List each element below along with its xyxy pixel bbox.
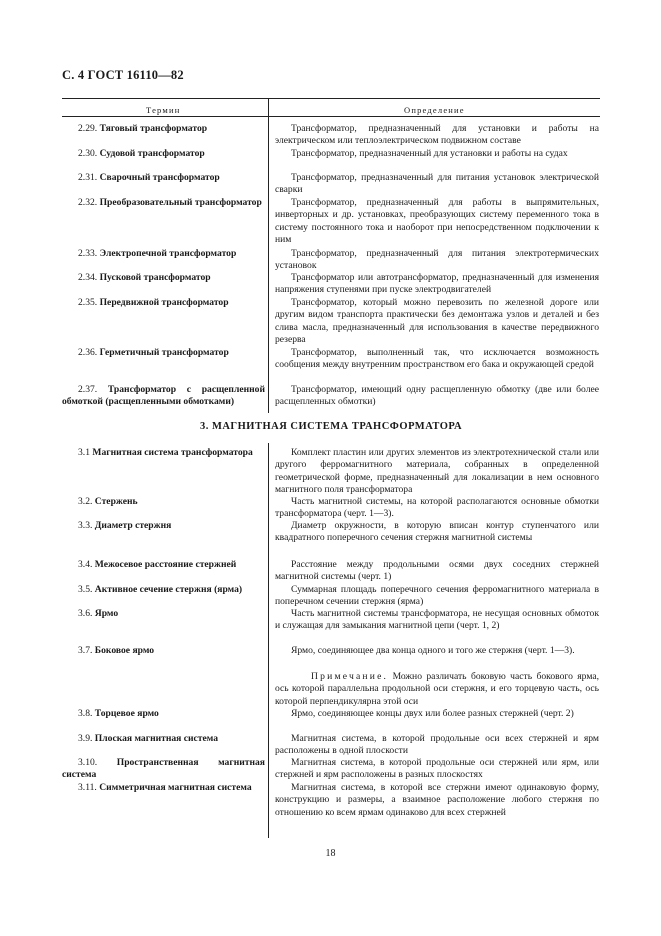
table-head-rule (62, 116, 600, 117)
definition-3-7: Ярмо, соединяющее два конца одного и того же стержня (черт. 1—3). (291, 645, 575, 656)
term-name: Сварочный трансформатор (99, 172, 220, 183)
term-number: 3.4. (78, 559, 93, 570)
term-number: 3.7. (78, 645, 93, 656)
term-name: Симметричная магнитная система (99, 782, 252, 793)
term-3-1 (62, 447, 265, 459)
definition-2-35: Трансформатор, который можно перевозить по железной дороге или другим видом транспорта практически без демонтажа узлов и деталей и без слива масла, предназначенный для использования в качестве передвижного резерва (275, 297, 599, 345)
term-number: 2.34. (78, 272, 98, 283)
note-label: Примечание. (311, 671, 389, 682)
definition-3-1: Комплект пластин или других элементов из электротехнической стали или другого ферромагнитного материала, собранных в определенной геометрической форме, предназначенный для локализации в нем основного магнитного поля трансформатора (275, 447, 599, 495)
term-3-4 (62, 559, 265, 571)
term-3-2 (62, 496, 265, 508)
term-name: Магнитная система трансформатора (92, 447, 253, 458)
definition-3-10: Магнитная система, в которой продольные оси стержней или ярм, или стержней и ярм расположены в разных плоскостях (275, 757, 599, 781)
term-number: 3.11. (78, 782, 97, 793)
term-3-8 (62, 708, 265, 720)
term-name: Диаметр стержня (94, 520, 172, 531)
definition-3-11: Магнитная система, в которой все стержни имеют одинаковую форму, конструкцию и размеры, а взаимное расположение любого стержня по отношению ко всем ярмам одинаково для всех стержней (275, 782, 599, 818)
term-number: 2.36. (78, 347, 98, 358)
definition-3-3: Диаметр окружности, в которую вписан контур ступенчатого или квадратного поперечного сечения стержня магнитной системы (275, 520, 599, 544)
term-name: Боковое ярмо (94, 645, 155, 656)
definition-3-9: Магнитная система, в которой продольные оси всех стержней и ярм расположены в одной плоскости (275, 733, 599, 757)
term-3-7 (62, 645, 265, 657)
term-number: 3.6. (78, 608, 93, 619)
term-number: 2.29. (78, 123, 98, 134)
term-3-6 (62, 608, 265, 620)
page-number: 18 (325, 848, 336, 859)
term-2-36 (62, 347, 265, 359)
term-number: 2.32. (78, 197, 98, 208)
term-number: 3.3. (78, 520, 93, 531)
definition-2-30: Трансформатор, предназначенный для установки и работы на судах (291, 148, 568, 159)
definition-2-37: Трансформатор, имеющий одну расщепленную обмотку (две или более расщепленных обмотки) (275, 384, 599, 408)
term-name: Преобразовательный трансформатор (99, 197, 262, 208)
column-divider-top (268, 98, 269, 413)
term-number: 3.1 (78, 447, 90, 458)
term-name: Активное сечение стержня (ярма) (94, 584, 243, 595)
term-name: Электропечной трансформатор (99, 248, 237, 259)
note-text: Можно различать боковую часть бокового ярма, ось которой параллельна продольной оси стержня, и его торцевую часть, ось которой перпендикулярна этой оси (275, 671, 599, 707)
column-header-definitions: Определение (404, 105, 465, 115)
term-number: 3.8. (78, 708, 93, 719)
term-number: 3.9. (78, 733, 93, 744)
term-name: Межосевое расстояние стержней (94, 559, 237, 570)
term-number: 3.5. (78, 584, 93, 595)
page-header: С. 4 ГОСТ 16110—82 (62, 68, 184, 82)
term-name: Тяговый трансформатор (99, 123, 208, 134)
term-3-9 (62, 733, 265, 745)
definition-2-36: Трансформатор, выполненный так, что исключается возможность сообщения между внутренним пространством его бака и окружающей средой (275, 347, 599, 371)
term-2-37 (62, 384, 265, 409)
definition-3-2: Часть магнитной системы, на которой располагаются основные обмотки трансформатора (черт. 1—3). (275, 496, 599, 520)
term-name: Ярмо (94, 608, 119, 619)
term-name: Передвижной трансформатор (99, 297, 229, 308)
definition-2-34: Трансформатор или автотрансформатор, предназначенный для изменения напряжения ступенями при пуске электродвигателей (275, 272, 599, 296)
term-number: 3.2. (78, 496, 93, 507)
definition-2-31: Трансформатор, предназначенный для питания установок электрической сварки (275, 172, 599, 196)
note-3-7 (275, 671, 599, 708)
term-name: Трансформатор с расщепленной обмоткой (расщепленными обмотками) (62, 384, 265, 408)
term-number: 2.33. (78, 248, 98, 259)
term-2-33 (62, 248, 265, 260)
term-number: 2.35. (78, 297, 98, 308)
definition-3-6: Часть магнитной системы трансформатора, не несущая основных обмоток и служащая для замыкания магнитной цепи (черт. 1, 2) (275, 608, 599, 632)
section-title: 3. МАГНИТНАЯ СИСТЕМА ТРАНСФОРМАТОРА (199, 421, 463, 432)
table-top-rule (62, 98, 600, 99)
column-divider-bottom (268, 443, 269, 838)
term-name: Стержень (94, 496, 138, 507)
term-3-5 (62, 584, 265, 596)
term-name: Судовой трансформатор (99, 148, 205, 159)
term-2-31 (62, 172, 265, 184)
definition-2-33: Трансформатор, предназначенный для питания электротермических установок (275, 248, 599, 272)
term-2-35 (62, 297, 265, 309)
definition-2-32: Трансформатор, предназначенный для работы в выпрямительных, инверторных и др. установках, преобразующих систему переменного тока в систему постоянного тока и наоборот при непосредственном подключении к ним (275, 197, 599, 245)
term-number: 2.37. (78, 384, 98, 395)
term-3-11 (62, 782, 265, 794)
definition-2-29: Трансформатор, предназначенный для установки и работы на электрическом или теплоэлектрическом подвижном составе (275, 123, 599, 147)
term-name: Плоская магнитная система (94, 733, 219, 744)
term-name: Торцевое ярмо (94, 708, 159, 719)
term-2-34 (62, 272, 265, 284)
term-3-3 (62, 520, 265, 532)
term-number: 2.30. (78, 148, 98, 159)
term-2-30 (62, 148, 265, 160)
term-2-29 (62, 123, 265, 135)
term-name: Герметичный трансформатор (99, 347, 229, 358)
column-header-terms: Термин (146, 105, 181, 115)
term-name: Пусковой трансформатор (99, 272, 211, 283)
definition-3-4: Расстояние между продольными осями двух соседних стержней магнитной системы (черт. 1) (275, 559, 599, 583)
term-number: 2.31. (78, 172, 98, 183)
definition-3-8: Ярмо, соединяющее концы двух или более разных стержней (черт. 2) (291, 708, 574, 719)
term-3-10 (62, 757, 265, 782)
term-number: 3.10. (78, 757, 98, 768)
definition-3-5: Суммарная площадь поперечного сечения ферромагнитного материала в поперечном сечении стержня (ярма) (275, 584, 599, 608)
term-name: Пространственная магнитная система (62, 757, 265, 781)
term-2-32 (62, 197, 265, 209)
